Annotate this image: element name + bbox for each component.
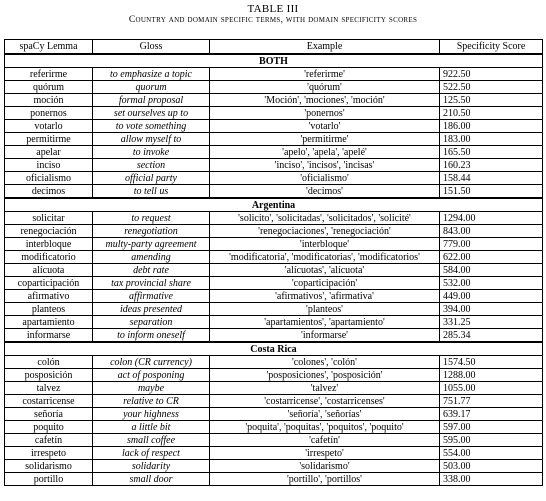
lemma-cell: votarlo [5,120,93,133]
table-row [5,329,543,342]
example-cell: 'Moción', 'mociones', 'moción' [210,94,440,107]
header-gloss: Gloss [93,40,210,54]
gloss-cell: quorum [93,81,210,94]
gloss-cell: debt rate [93,264,210,277]
table-row [5,408,543,421]
lemma-cell: posposición [5,369,93,382]
lemma-cell: referirme [5,68,93,81]
lemma-cell: irrespeto [5,447,93,460]
gloss-cell: to invoke [93,146,210,159]
section-header-row [5,343,543,356]
lemma-cell: modificatorio [5,251,93,264]
section-header-row [5,199,543,212]
gloss-cell: colon (CR currency) [93,356,210,369]
example-cell: 'planteos' [210,303,440,316]
table-row [5,81,543,94]
lemma-cell: poquito [5,421,93,434]
example-cell: 'poquita', 'poquitas', 'poquitos', 'poquito' [210,421,440,434]
score-cell: 622.00 [440,251,543,264]
gloss-cell: formal proposal [93,94,210,107]
section-title: Costa Rica [5,343,543,356]
score-cell: 1294.00 [440,212,543,225]
table-row [5,277,543,290]
score-cell: 597.00 [440,421,543,434]
score-cell: 779.00 [440,238,543,251]
score-cell: 186.00 [440,120,543,133]
example-cell: 'quórum' [210,81,440,94]
header-lemma: spaCy Lemma [5,40,93,54]
table-row [5,369,543,382]
example-cell: 'afirmativos', 'afirmativa' [210,290,440,303]
lemma-cell: permitirme [5,133,93,146]
example-cell: 'inciso', 'incisos', 'incisas' [210,159,440,172]
example-cell: 'permitirme' [210,133,440,146]
example-cell: 'señoría', 'señorías' [210,408,440,421]
table-caption [0,0,546,26]
gloss-cell: affirmative [93,290,210,303]
lemma-cell: costarricense [5,395,93,408]
table-row [5,382,543,395]
table-row [5,251,543,264]
lemma-cell: planteos [5,303,93,316]
lemma-cell: cafetín [5,434,93,447]
lemma-cell: inciso [5,159,93,172]
gloss-cell: tax provincial share [93,277,210,290]
specificity-table [4,39,543,486]
lemma-cell: solicitar [5,212,93,225]
table-body [5,54,543,486]
score-cell: 1574.50 [440,356,543,369]
lemma-cell: moción [5,94,93,107]
score-cell: 183.00 [440,133,543,146]
score-cell: 160.23 [440,159,543,172]
section-header-row [5,55,543,68]
example-cell: 'ponernos' [210,107,440,120]
section-title: Argentina [5,199,543,212]
score-cell: 338.00 [440,473,543,486]
example-cell: 'alícuotas', 'alícuota' [210,264,440,277]
lemma-cell: solidarismo [5,460,93,473]
gloss-cell: ideas presented [93,303,210,316]
gloss-cell: small coffee [93,434,210,447]
example-cell: 'apelo', 'apela', 'apelé' [210,146,440,159]
table-row [5,94,543,107]
example-cell: 'interbloque' [210,238,440,251]
score-cell: 165.50 [440,146,543,159]
lemma-cell: talvez [5,382,93,395]
section-title: BOTH [5,55,543,68]
example-cell: 'informarse' [210,329,440,342]
gloss-cell: solidarity [93,460,210,473]
table-row [5,264,543,277]
table-row [5,303,543,316]
example-cell: 'modificatoria', 'modificatorias', 'modificatorios' [210,251,440,264]
score-cell: 394.00 [440,303,543,316]
gloss-cell: relative to CR [93,395,210,408]
score-cell: 449.00 [440,290,543,303]
score-cell: 210.50 [440,107,543,120]
table-row [5,159,543,172]
gloss-cell: lack of respect [93,447,210,460]
example-cell: 'posposiciones', 'posposición' [210,369,440,382]
gloss-cell: small door [93,473,210,486]
example-cell: 'coparticipación' [210,277,440,290]
score-cell: 532.00 [440,277,543,290]
score-cell: 158.44 [440,172,543,185]
gloss-cell: a little bit [93,421,210,434]
example-cell: 'portillo', 'portillos' [210,473,440,486]
table-row [5,395,543,408]
example-cell: 'talvez' [210,382,440,395]
gloss-cell: your highness [93,408,210,421]
example-cell: 'solidarismo' [210,460,440,473]
table-row [5,434,543,447]
gloss-cell: to request [93,212,210,225]
example-cell: 'solicito', 'solicitadas', 'solicitados', 'solicité' [210,212,440,225]
gloss-cell: allow myself to [93,133,210,146]
table-row [5,225,543,238]
table-row [5,107,543,120]
lemma-cell: informarse [5,329,93,342]
score-cell: 331.25 [440,316,543,329]
lemma-cell: ponernos [5,107,93,120]
score-cell: 595.00 [440,434,543,447]
gloss-cell: set ourselves up to [93,107,210,120]
table-row [5,421,543,434]
table-number: TABLE III [247,3,299,15]
gloss-cell: separation [93,316,210,329]
table-row [5,172,543,185]
score-cell: 843.00 [440,225,543,238]
example-cell: 'apartamientos', 'apartamiento' [210,316,440,329]
gloss-cell: to inform oneself [93,329,210,342]
lemma-cell: apelar [5,146,93,159]
gloss-cell: section [93,159,210,172]
table-row [5,133,543,146]
gloss-cell: to tell us [93,185,210,198]
table-row [5,238,543,251]
lemma-cell: afirmativo [5,290,93,303]
score-cell: 751.77 [440,395,543,408]
lemma-cell: colón [5,356,93,369]
example-cell: 'oficialismo' [210,172,440,185]
table-row [5,473,543,486]
lemma-cell: decimos [5,185,93,198]
gloss-cell: act of posponing [93,369,210,382]
score-cell: 522.50 [440,81,543,94]
gloss-cell: amending [93,251,210,264]
table-row [5,460,543,473]
score-cell: 1055.00 [440,382,543,395]
header-example: Example [210,40,440,54]
table-row [5,290,543,303]
lemma-cell: oficialismo [5,172,93,185]
score-cell: 1288.00 [440,369,543,382]
example-cell: 'cafetín' [210,434,440,447]
score-cell: 554.00 [440,447,543,460]
table-row [5,146,543,159]
example-cell: 'irrespeto' [210,447,440,460]
table-title: Country and domain specific terms, with domain specificity scores [128,15,418,25]
example-cell: 'referirme' [210,68,440,81]
table-row [5,120,543,133]
table-row [5,185,543,198]
lemma-cell: coparticipación [5,277,93,290]
lemma-cell: interbloque [5,238,93,251]
gloss-cell: to vote something [93,120,210,133]
score-cell: 285.34 [440,329,543,342]
score-cell: 584.00 [440,264,543,277]
gloss-cell: renegotiation [93,225,210,238]
lemma-cell: quórum [5,81,93,94]
score-cell: 151.50 [440,185,543,198]
table-row [5,316,543,329]
example-cell: 'colones', 'colón' [210,356,440,369]
score-cell: 503.00 [440,460,543,473]
example-cell: 'costarricense', 'costarricenses' [210,395,440,408]
score-cell: 922.50 [440,68,543,81]
example-cell: 'decimos' [210,185,440,198]
lemma-cell: alícuota [5,264,93,277]
table-row [5,447,543,460]
gloss-cell: official party [93,172,210,185]
table-row [5,212,543,225]
score-cell: 639.17 [440,408,543,421]
example-cell: 'renegociaciones', 'renegociación' [210,225,440,238]
gloss-cell: maybe [93,382,210,395]
lemma-cell: renegociación [5,225,93,238]
gloss-cell: to emphasize a topic [93,68,210,81]
example-cell: 'votarlo' [210,120,440,133]
table-row [5,356,543,369]
lemma-cell: señoría [5,408,93,421]
table-row [5,68,543,81]
score-cell: 125.50 [440,94,543,107]
gloss-cell: multy-party agreement [93,238,210,251]
lemma-cell: portillo [5,473,93,486]
lemma-cell: apartamiento [5,316,93,329]
header-row [5,40,543,54]
header-score: Specificity Score [440,40,543,54]
